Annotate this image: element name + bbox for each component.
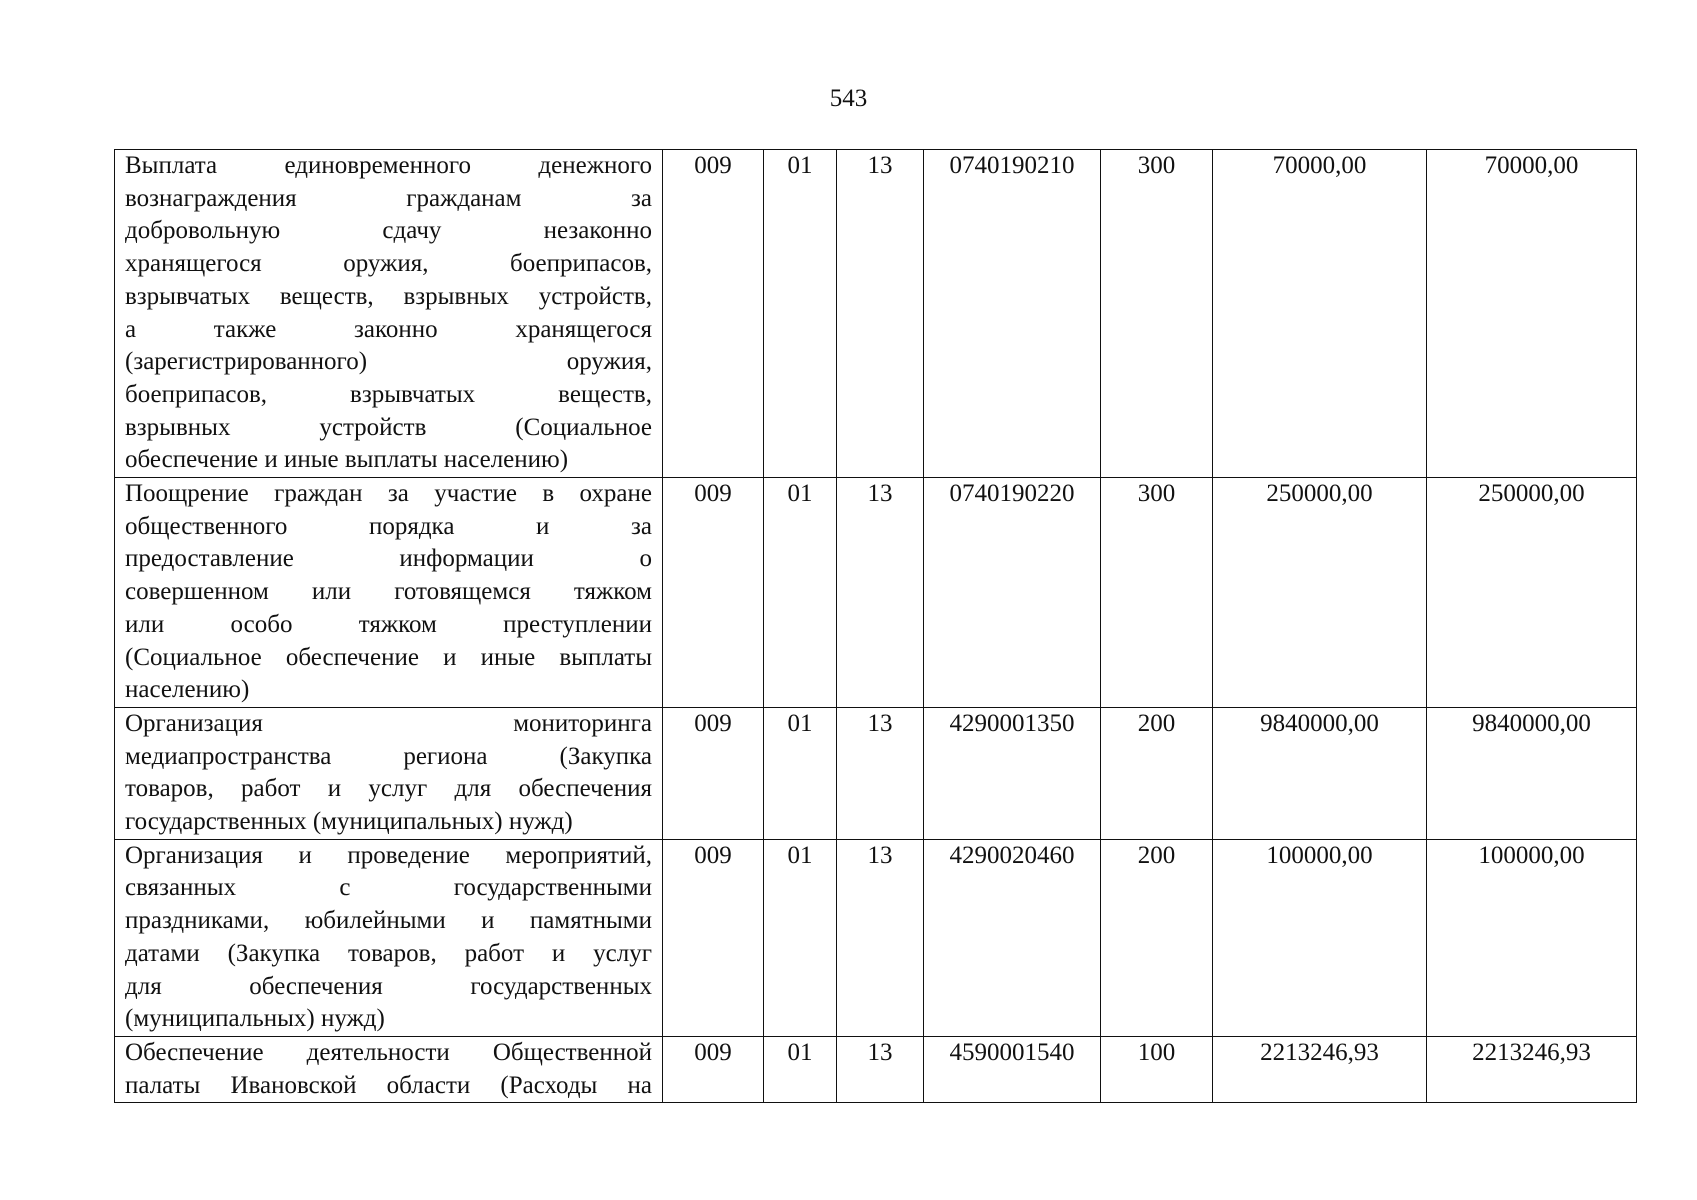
description-line: (зарегистрированного) оружия,: [125, 348, 652, 376]
admin-code-cell: 009: [663, 839, 764, 1036]
table-body: [115, 150, 1637, 1103]
amount-year2-cell: 250000,00: [1427, 478, 1637, 708]
section-code-cell: 01: [764, 478, 837, 708]
description-line: добровольную сдачу незаконно: [125, 217, 652, 245]
table-row: [115, 478, 1637, 708]
description-line: а также законно хранящегося: [125, 315, 652, 343]
description-line: населению): [125, 676, 250, 704]
section-code-cell: 01: [764, 707, 837, 839]
section-code-cell: 01: [764, 1036, 837, 1102]
description-line: медиапространства региона (Закупка: [125, 742, 652, 770]
description-line: общественного порядка и за: [125, 512, 652, 540]
description-line: Обеспечение деятельности Общественной: [125, 1038, 652, 1066]
table-row: [115, 1036, 1637, 1102]
description-line: (Социальное обеспечение и иные выплаты: [125, 643, 652, 671]
subsection-code-cell: 13: [837, 1036, 924, 1102]
amount-year1-cell: 100000,00: [1213, 839, 1427, 1036]
table-row: [115, 707, 1637, 839]
description-line: палаты Ивановской области (Расходы на: [125, 1071, 652, 1099]
description-line: взрывчатых веществ, взрывных устройств,: [125, 282, 652, 310]
description-line: связанных с государственными: [125, 874, 652, 902]
admin-code-cell: 009: [663, 150, 764, 478]
description-line: хранящегося оружия, боеприпасов,: [125, 250, 652, 278]
description-line: (муниципальных) нужд): [125, 1005, 385, 1033]
description-cell: [115, 1036, 663, 1102]
expense-type-cell: 100: [1101, 1036, 1213, 1102]
subsection-code-cell: 13: [837, 839, 924, 1036]
description-line: Организация и проведение мероприятий,: [125, 841, 652, 869]
section-code-cell: 01: [764, 150, 837, 478]
table-row: [115, 839, 1637, 1036]
amount-year1-cell: 250000,00: [1213, 478, 1427, 708]
amount-year2-cell: 100000,00: [1427, 839, 1637, 1036]
expense-type-cell: 200: [1101, 839, 1213, 1036]
table-row: [115, 150, 1637, 478]
subsection-code-cell: 13: [837, 707, 924, 839]
description-line: совершенном или готовящемся тяжком: [125, 578, 652, 606]
description-line: боеприпасов, взрывчатых веществ,: [125, 380, 652, 408]
amount-year1-cell: 9840000,00: [1213, 707, 1427, 839]
amount-year2-cell: 9840000,00: [1427, 707, 1637, 839]
amount-year1-cell: 2213246,93: [1213, 1036, 1427, 1102]
description-line: обеспечение и иные выплаты населению): [125, 446, 569, 474]
amount-year2-cell: 2213246,93: [1427, 1036, 1637, 1102]
target-article-cell: 0740190210: [924, 150, 1101, 478]
page-number: 543: [829, 85, 868, 112]
description-cell: [115, 707, 663, 839]
target-article-cell: 4590001540: [924, 1036, 1101, 1102]
target-article-cell: 0740190220: [924, 478, 1101, 708]
admin-code-cell: 009: [663, 707, 764, 839]
description-line: праздниками, юбилейными и памятными: [125, 907, 652, 935]
section-code-cell: 01: [764, 839, 837, 1036]
amount-year2-cell: 70000,00: [1427, 150, 1637, 478]
description-line: вознаграждения гражданам за: [125, 184, 652, 212]
expense-type-cell: 200: [1101, 707, 1213, 839]
description-line: предоставление информации о: [125, 545, 652, 573]
description-cell: [115, 478, 663, 708]
admin-code-cell: 009: [663, 1036, 764, 1102]
description-line: или особо тяжком преступлении: [125, 610, 652, 638]
target-article-cell: 4290001350: [924, 707, 1101, 839]
description-line: Выплата единовременного денежного: [125, 152, 652, 179]
description-line: Поощрение граждан за участие в охране: [125, 480, 652, 508]
amount-year1-cell: 70000,00: [1213, 150, 1427, 478]
target-article-cell: 4290020460: [924, 839, 1101, 1036]
expense-type-cell: 300: [1101, 150, 1213, 478]
description-cell: [115, 150, 663, 478]
subsection-code-cell: 13: [837, 478, 924, 708]
description-line: для обеспечения государственных: [125, 972, 652, 1000]
description-line: взрывных устройств (Социальное: [125, 413, 652, 441]
subsection-code-cell: 13: [837, 150, 924, 478]
description-line: товаров, работ и услуг для обеспечения: [125, 775, 652, 803]
description-line: государственных (муниципальных) нужд): [125, 808, 573, 836]
description-cell: [115, 839, 663, 1036]
budget-table: [114, 149, 1637, 1103]
admin-code-cell: 009: [663, 478, 764, 708]
expense-type-cell: 300: [1101, 478, 1213, 708]
description-line: Организация мониторинга: [125, 709, 652, 737]
description-line: датами (Закупка товаров, работ и услуг: [125, 939, 652, 967]
